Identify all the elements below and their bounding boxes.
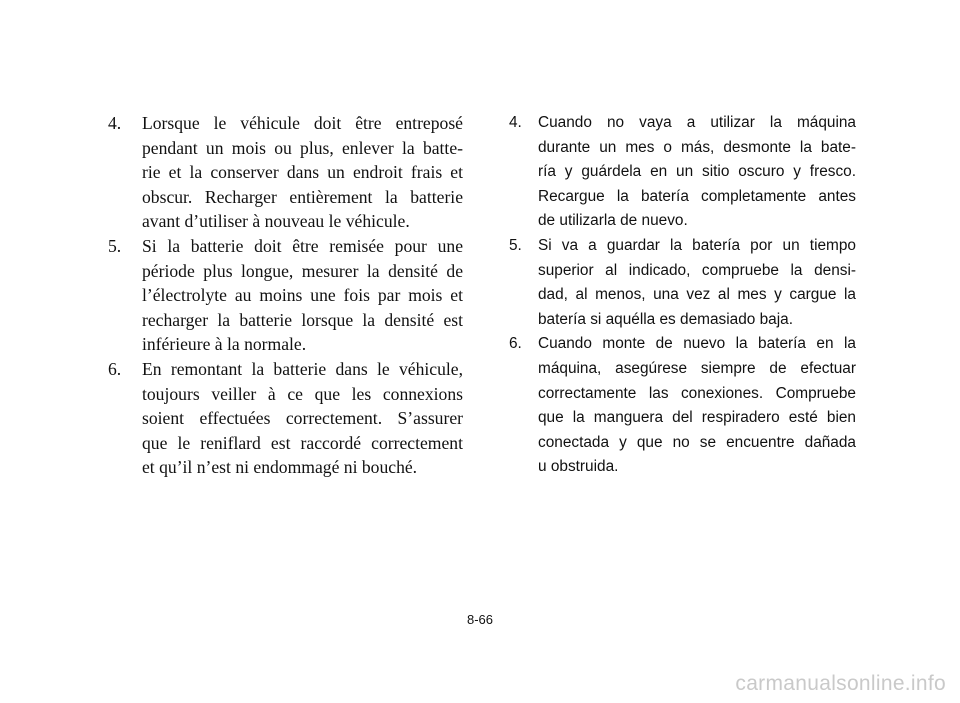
- text-line: soient effectuées correctement. S’assurer: [142, 408, 463, 429]
- text-line: Cuando no vaya a utilizar la máquina: [538, 114, 856, 131]
- list-item: [509, 332, 856, 480]
- text-line: máquina, asegúrese siempre de efectuar: [538, 359, 856, 377]
- french-column: [108, 111, 463, 480]
- text-line: u obstruida.: [538, 458, 619, 476]
- text-line: Recargue la batería completamente antes: [538, 187, 856, 205]
- text-line: avant d’utiliser à nouveau le véhicule.: [142, 211, 410, 232]
- text-line: que la manguera del respiradero esté bien: [538, 409, 856, 427]
- text-line: Lorsque le véhicule doit être entreposé: [142, 113, 463, 133]
- text-line: En remontant la batterie dans le véhicule,: [142, 358, 463, 379]
- text-line: correctamente las conexiones. Compruebe: [538, 384, 856, 402]
- text-line: durante un mes o más, desmonte la bate-: [538, 138, 856, 156]
- item-number: 4.: [509, 114, 522, 131]
- list-item: [108, 111, 463, 234]
- text-line: inférieure à la normale.: [142, 334, 307, 355]
- item-number: 5.: [108, 235, 122, 256]
- spanish-column: [509, 111, 856, 480]
- item-number: 4.: [108, 113, 122, 133]
- text-line: que le reniflard est raccordé correctement: [142, 432, 463, 453]
- text-line: dad, al menos, una vez al mes y cargue la: [538, 286, 856, 304]
- page-number: 8-66: [466, 612, 494, 627]
- list-item: [509, 111, 856, 234]
- text-line: Si va a guardar la batería por un tiempo: [538, 236, 856, 254]
- text-line: conectada y que no se encuentre dañada: [538, 433, 856, 451]
- item-number: 5.: [509, 236, 522, 254]
- list-item: [509, 234, 856, 332]
- text-line: recharger la batterie lorsque la densité est: [142, 309, 463, 330]
- text-line: l’électrolyte au moins une fois par mois et: [142, 285, 463, 306]
- text-line: obscur. Recharger entièrement la batterie: [142, 186, 463, 207]
- text-line: ría y guárdela en un sitio oscuro y fresco.: [538, 163, 856, 181]
- text-line: Cuando monte de nuevo la batería en la: [538, 335, 856, 353]
- text-line: de utilizarla de nuevo.: [538, 212, 688, 230]
- watermark: carmanualsonline.info: [735, 672, 946, 695]
- text-line: et qu’il n’est ni endommagé ni bouché.: [142, 457, 418, 478]
- text-line: batería si aquélla es demasiado baja.: [538, 310, 793, 328]
- text-line: période plus longue, mesurer la densité de: [142, 260, 463, 281]
- text-line: superior al indicado, compruebe la densi-: [538, 261, 856, 279]
- text-line: Si la batterie doit être remisée pour une: [142, 235, 463, 256]
- list-item: [108, 357, 463, 480]
- text-line: rie et la conserver dans un endroit frais et: [142, 162, 463, 183]
- text-line: toujours veiller à ce que les connexions: [142, 383, 463, 404]
- item-number: 6.: [108, 358, 122, 379]
- list-item: [108, 234, 463, 357]
- text-line: pendant un mois ou plus, enlever la batte-: [142, 137, 463, 158]
- item-number: 6.: [509, 335, 522, 353]
